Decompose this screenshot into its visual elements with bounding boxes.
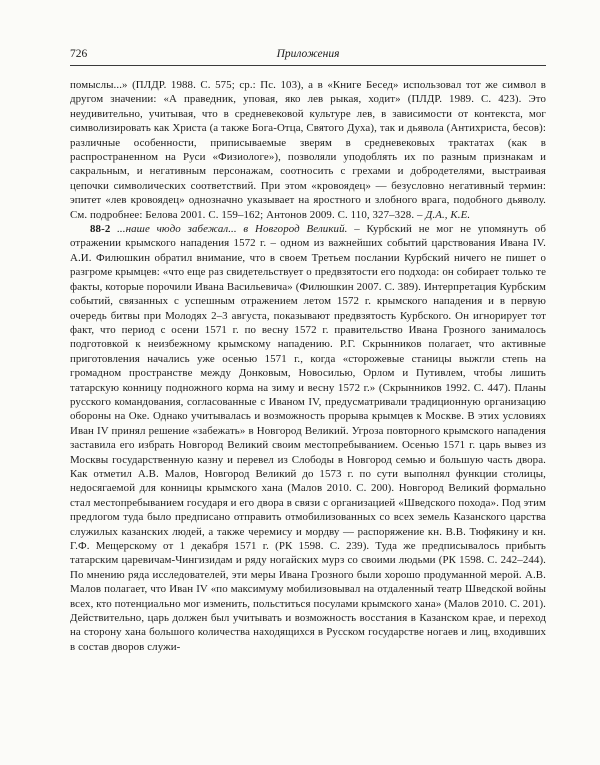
text-segment: Д.А., К.Е.	[425, 208, 471, 221]
header-divider	[70, 65, 546, 66]
paragraph	[70, 78, 546, 222]
page-number: 726	[70, 48, 88, 60]
body-text	[70, 78, 546, 654]
page-header	[70, 46, 546, 62]
text-segment: – Курбский не мог не упомянуть об отражении крымского нападения 1572 г. – одном из важнейших событий царствования Ивана IV. А.И. Филюшкин обратил внимание, что в своем Третьем послании Курбский ничего не пишет о разгроме крымцев: «что еще раз свидетельствует о предвзятости его подхода: он собирает только те факты, которые порочили Ивана Васильевича» (Филюшкин 2007. С. 389). Интерпретация Курбским событий, связанных с успешным отражением летом 1572 г. крымского нападения и в первую очередь битвы при Молодях 2–3 августа, показывают предвзятость Курбского. Он игнорирует тот факт, что период с осени 1571 г. по весну 1572 г. правительство Ивана Грозного занималось подготовкой к неизбежному крымскому нападению. Р.Г. Скрынников полагает, что активные приготовления начались уже осенью 1571 г., когда «сторожевые станицы выжгли степь на громадном пространстве между Донковым, Новосилью, Орлом и Путивлем, чтобы лишить татарскую конницу подножного корма на зиму и весну 1572 г.» (Скрынников 1992. С. 447). Планы русского командования, согласованные с Иваном IV, предусматривали традиционную организацию обороны на Оке. Однако учитывалась и возможность прорыва крымцев к Москве. В этих условиях Иван IV принял решение «забежать» в Новгород Великий. Угроза повторного крымского нападения заставила его избрать Новгород Великий своим местопребыванием. Осенью 1571 г. царь вывез из Москвы государственную казну и перевел из Слободы в Новгород семью и большую часть двора. Как отметил А.В. Малов, Новгород Великий до 1573 г. по сути выполнял функции столицы, недосягаемой для конницы крымского хана (Малов 2010. С. 200). Новгород Великий формально стал местопребыванием государя и его двора в связи с организацией «Шведского похода». Под этим предлогом туда было предписано отправить отмобилизованных со всех земель Казанского царства служилых казанских людей, а также черемису и мордву — распоряжение кн. В.В. Тюфякину и кн. Г.Ф. Мещерскому от 1 декабря 1571 г. (РК 1598. С. 239). Туда же предписывалось прибыть татарским царевичам-Чингизидам и ряду ногайских мурз со своими людьми (РК 1598. С. 242–244). По мнению ряда исследователей, эти меры Ивана Грозного были хорошо продуманной мерой. А.В. Малов полагает, что Иван IV «по максимуму мобилизовывал на отдаленный театр Шведской войны всех, кто потенциально мог изменить, польститься посулами крымского хана» (Малов 2010. С. 201). Действительно, царь должен был учитывать и возможность восстания в Казанском крае, и переход на сторону хана большого количества находящихся в Русском государстве ногаев и лиц, входивших в состав дворов служи-	[70, 223, 546, 653]
running-title: Приложения	[276, 48, 340, 60]
text-segment: ...наше чюдо забежал... в Новгород Великий.	[117, 223, 348, 236]
text-segment: 88-2	[90, 223, 118, 236]
paragraph	[70, 222, 546, 654]
text-segment: помыслы...» (ПЛДР. 1988. С. 575; ср.: Пс. 103), а в «Книге Бесед» использовал тот же символ в другом значении: «А праведник, уповая, яко лев рыкая, ходит» (ПЛДР. 1989. С. 423). Это неудивительно, учитывая, что в средневековой культуре лев, в зависимости от контекста, мог символизировать как Христа (а также Бога-Отца, Святого Духа), так и дьявола (Антихриста, бесов): различные особенности, приписываемые зверям в средневековых трактатах (как в распространенном на Руси «Физиологе»), позволяли уподоблять их по разным признакам и сакральным, и негативным персонажам, соотносить с грехами и добродетелями, выстраивая цепочки символических соответствий. При этом «кровоядец» — безусловно негативный термин: эпитет «лев кровоядец» однозначно указывает на яростного и злобного врага, подобного дьяволу. См. подробнее: Белова 2001. С. 159–162; Антонов 2009. С. 110, 327–328. –	[70, 79, 546, 221]
